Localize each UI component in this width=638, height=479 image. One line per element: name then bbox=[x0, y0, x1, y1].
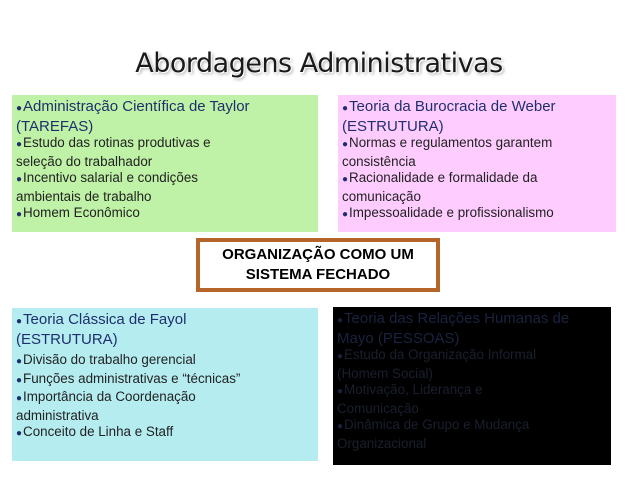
bullet-icon: ● bbox=[16, 393, 23, 404]
bullet-icon: ● bbox=[16, 356, 23, 367]
mayo-focus: Mayo (PESSOAS) bbox=[337, 329, 460, 347]
mayo-heading bbox=[337, 310, 607, 330]
bullet-icon: ● bbox=[342, 139, 349, 150]
mayo-heading-text: Teoria das Relações Humanas de bbox=[344, 310, 570, 327]
list-item bbox=[337, 417, 607, 436]
taylor-heading-text: Administração Científica de Taylor bbox=[23, 98, 250, 115]
list-item-cont: seleção do trabalhador bbox=[16, 153, 153, 169]
list-item bbox=[16, 424, 314, 443]
list-item-text: Racionalidade e formalidade da bbox=[349, 170, 538, 185]
list-item-text: Funções administrativas e “técnicas” bbox=[23, 370, 241, 386]
bullet-icon: ● bbox=[16, 103, 23, 114]
list-item-cont: comunicação bbox=[342, 188, 421, 204]
closed-system-box bbox=[196, 238, 440, 292]
list-item-cont: Organizacional bbox=[337, 435, 427, 451]
list-item-text: Estudo das rotinas produtivas e bbox=[23, 135, 211, 150]
list-item-text: Impessoalidade e profissionalismo bbox=[349, 205, 554, 220]
list-item bbox=[16, 205, 314, 224]
list-item-text: Dinâmica de Grupo e Mudança bbox=[344, 417, 530, 432]
list-item-text: Importância da Coordenação bbox=[23, 389, 196, 404]
list-item bbox=[16, 389, 314, 408]
bullet-icon: ● bbox=[16, 139, 23, 150]
bullet-icon: ● bbox=[337, 315, 344, 326]
list-item bbox=[337, 382, 607, 401]
list-item bbox=[16, 135, 314, 154]
bullet-icon: ● bbox=[16, 428, 23, 439]
bullet-icon: ● bbox=[342, 103, 349, 114]
bullet-icon: ● bbox=[16, 374, 23, 386]
bullet-icon: ● bbox=[337, 421, 344, 432]
taylor-heading bbox=[16, 98, 314, 118]
list-item bbox=[342, 170, 612, 189]
list-item bbox=[342, 205, 612, 224]
fayol-heading bbox=[16, 311, 314, 331]
list-item-text: Conceito de Linha e Staff bbox=[23, 424, 174, 439]
bullet-icon: ● bbox=[16, 174, 23, 185]
taylor-focus: (TAREFAS) bbox=[16, 117, 94, 135]
list-item-cont: ambientais de trabalho bbox=[16, 188, 152, 204]
list-item-text: Motivação, Liderança e bbox=[344, 382, 483, 397]
taylor-box bbox=[12, 95, 318, 232]
fayol-box bbox=[12, 308, 318, 461]
weber-focus: (ESTRUTURA) bbox=[342, 117, 444, 135]
list-item-cont: (Homem Social) bbox=[337, 365, 433, 381]
list-item bbox=[16, 352, 314, 371]
list-item bbox=[342, 135, 612, 154]
fayol-heading-text: Teoria Clássica de Fayol bbox=[23, 311, 187, 328]
list-item-cont: consistência bbox=[342, 153, 416, 169]
weber-heading-text: Teoria da Burocracia de Weber bbox=[349, 98, 556, 115]
list-item-text: Divisão do trabalho gerencial bbox=[23, 352, 196, 367]
bullet-icon: ● bbox=[342, 209, 349, 220]
weber-box bbox=[338, 95, 616, 232]
fayol-focus: (ESTRUTURA) bbox=[16, 330, 118, 348]
bullet-icon: ● bbox=[16, 209, 23, 220]
list-item-text: Estudo da Organização Informal bbox=[344, 347, 537, 362]
bullet-icon: ● bbox=[337, 386, 344, 397]
closed-system-line1: ORGANIZAÇÃO COMO UM bbox=[222, 246, 414, 263]
bullet-icon: ● bbox=[342, 174, 349, 185]
slide-title: Abordagens Administrativas bbox=[135, 48, 503, 79]
bullet-icon: ● bbox=[337, 351, 344, 362]
list-item-text: Incentivo salarial e condições bbox=[23, 170, 198, 185]
list-item-text: Normas e regulamentos garantem bbox=[349, 135, 553, 150]
list-item-cont: administrativa bbox=[16, 407, 99, 423]
weber-heading bbox=[342, 98, 612, 118]
closed-system-line2: SISTEMA FECHADO bbox=[245, 266, 391, 283]
list-item-cont: Comunicação bbox=[337, 400, 419, 416]
list-item bbox=[16, 170, 314, 189]
list-item bbox=[16, 371, 314, 390]
list-item bbox=[337, 347, 607, 366]
list-item-text: Homem Econômico bbox=[23, 205, 140, 220]
mayo-box bbox=[333, 307, 611, 465]
bullet-icon: ● bbox=[16, 316, 23, 327]
